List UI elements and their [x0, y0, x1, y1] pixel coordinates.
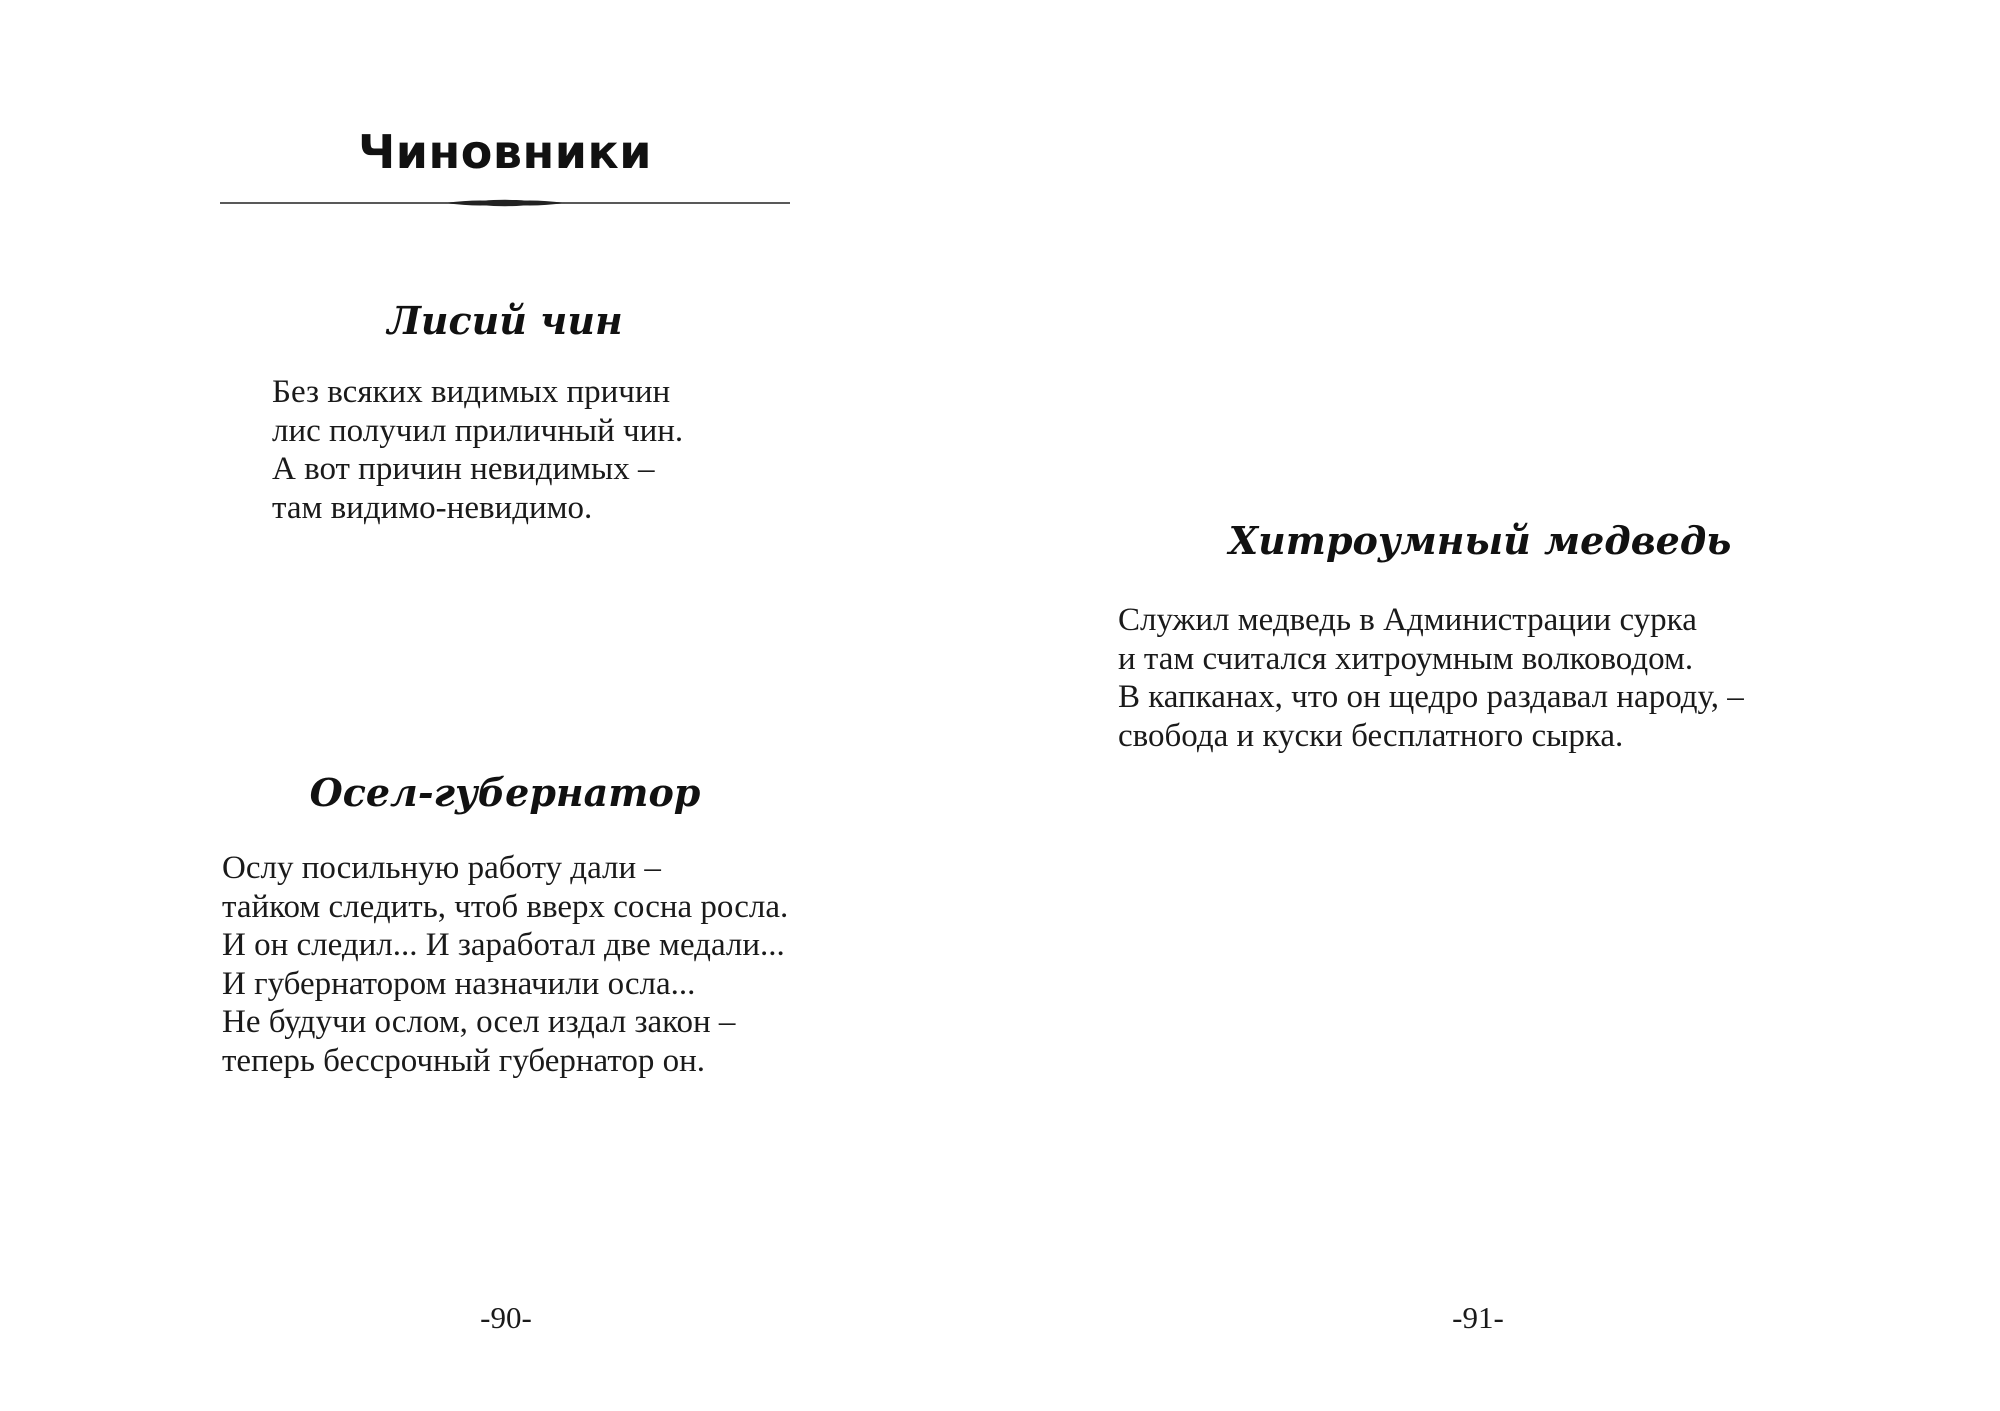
poem-line: Служил медведь в Администрации сурка — [1118, 602, 1697, 638]
page-number-right: -91- — [1452, 1300, 1504, 1335]
poem-line: свобода и куски бесплатного сырка. — [1118, 717, 1624, 754]
poem-line: теперь бессрочный губернатор он. — [222, 1042, 705, 1079]
ornamental-divider — [220, 195, 790, 211]
poem-line: там видимо-невидимо. — [272, 489, 593, 526]
poem-line: тайком следить, чтоб вверх сосна росла. — [222, 888, 789, 925]
poem-body-hitroumnyy-medved — [1118, 601, 1744, 755]
poem-line: И он следил... И заработал две медали... — [222, 927, 785, 963]
page-number-left: -90- — [480, 1300, 532, 1335]
poem-line: Без всяких видимых причин — [272, 374, 671, 410]
poem-line: лис получил приличный чин. — [272, 412, 684, 449]
poem-body-osel-gubernator — [222, 849, 788, 1080]
poem-title-hitroumnyy-medved: Хитроумный медведь — [1228, 518, 1732, 563]
chapter-title: Чиновники — [358, 125, 652, 179]
poem-line: Не будучи ослом, осел издал закон – — [222, 1004, 736, 1040]
poem-line: и там считался хитроумным волководом. — [1118, 640, 1694, 677]
poem-title-lisiy-chin: Лисий чин — [387, 298, 623, 343]
poem-line: И губернатором назначили осла... — [222, 965, 696, 1002]
poem-line: В капканах, что он щедро раздавал народу, – — [1118, 679, 1744, 715]
poem-line: Ослу посильную работу дали – — [222, 850, 661, 886]
poem-body-lisiy-chin — [272, 373, 683, 527]
poem-line: А вот причин невидимых – — [272, 451, 655, 487]
poem-title-osel-gubernator: Осел-губернатор — [309, 770, 701, 815]
